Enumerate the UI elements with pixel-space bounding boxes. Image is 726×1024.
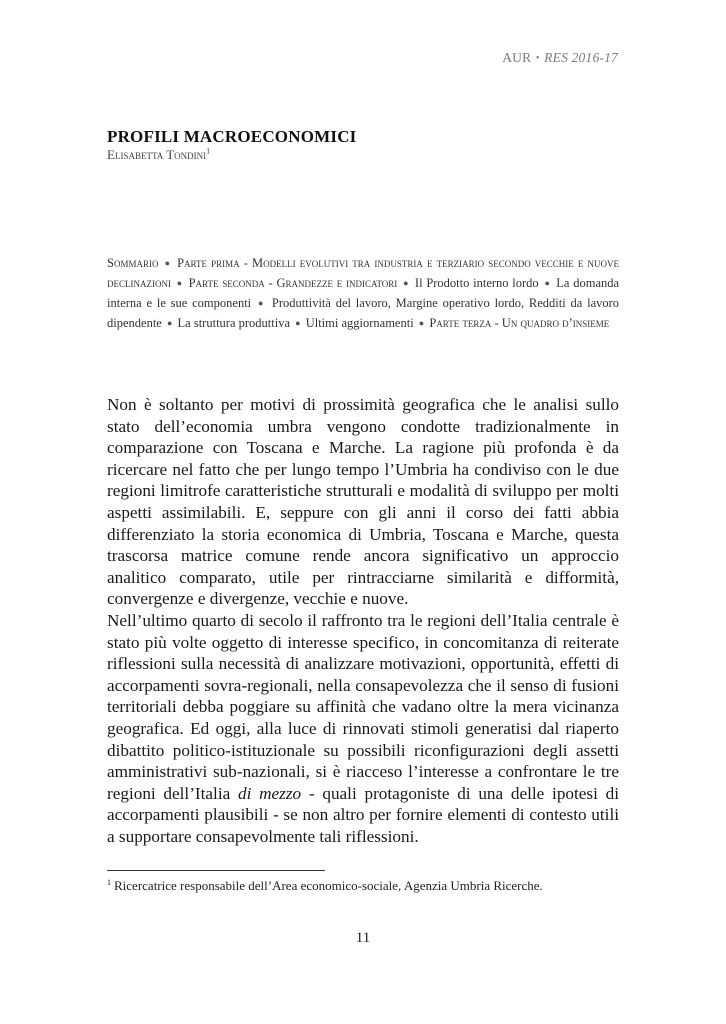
author-line: [107, 147, 210, 163]
summary-item: Parte prima - Modelli evolutivi tra industria e terziario secondo vecchie e nuove declinazioni: [107, 256, 620, 290]
bullet-icon: ●: [403, 278, 410, 288]
bullet-icon: ●: [176, 278, 183, 288]
summary-item: La domanda interna e le sue componenti: [107, 276, 620, 310]
summary-item: Parte terza - Un quadro d’insieme: [429, 316, 610, 330]
paragraph-1: Non è soltanto per motivi di prossimità geografica che le analisi sullo stato dell’economia umbra vengono condotte tradizionalmente in comparazione con Toscana e Marche. La ragione più profonda è da ricercare nel fatto che per lungo tempo l’Umbria ha condiviso con le due regioni limitrofe caratteristiche strutturali e modalità di sviluppo per molti aspetti assimilabili. E, seppure con gli anni il corso dei fatti abbia differenziato la storia economica di Umbria, Toscana e Marche, questa trascorsa matrice comune rende ancora significativo un approccio analitico comparato, utile per rintracciarne similarità e difformità, convergenze e divergenze, vecchie e nuove.: [107, 395, 619, 609]
footnote-text: Ricercatrice responsabile dell’Area economico-sociale, Agenzia Umbria Ricerche.: [114, 878, 543, 893]
header-publication: RES 2016-17: [544, 50, 618, 65]
summary-item: La struttura produttiva: [177, 316, 291, 330]
header-separator: •: [535, 53, 540, 64]
bullet-icon: ●: [257, 298, 266, 308]
bullet-icon: ●: [295, 318, 301, 328]
bullet-icon: ●: [544, 278, 551, 288]
header-org: AUR: [502, 50, 532, 65]
bullet-icon: ●: [166, 318, 173, 328]
paragraph-2: [107, 610, 619, 848]
paragraph-2-text-end: - quali protagoniste di una delle ipotesi di accorpamenti plausibili - se non altro per fornire elementi di contesto utili a supportare consapevolmente tali riflessioni.: [107, 783, 619, 846]
footnote-divider: [107, 870, 325, 871]
bullet-icon: ●: [418, 318, 425, 328]
summary-item: Parte seconda - Grandezze e indicatori: [188, 276, 398, 290]
table-of-contents-summary: [107, 254, 619, 334]
summary-item: Produttività del lavoro, Margine operativo lordo, Redditi da lavoro dipendente: [107, 296, 620, 330]
page-number: 11: [355, 930, 371, 946]
body-text: [107, 394, 619, 847]
emphasis-di-mezzo: di mezzo: [238, 783, 302, 803]
footnote: [107, 878, 543, 894]
footnote-marker: 1: [107, 877, 111, 887]
summary-item: Ultimi aggiornamenti: [305, 316, 414, 330]
chapter-title: PROFILI MACROECONOMICI: [107, 127, 357, 146]
bullet-icon: ●: [164, 258, 171, 268]
summary-item: Il Prodotto interno lordo: [414, 276, 539, 290]
paragraph-2-text: Nell’ultimo quarto di secolo il raffronto tra le regioni dell’Italia centrale è stato più volte oggetto di interesse specifico, in concomitanza di reiterate riflessioni sulla necessità di analizzare motivazioni, opportunità, effetti di accorpamenti sovra-regionali, nella consapevolezza che il senso di fusioni territoriali debba poggiare su affinità che vadano oltre la mera vicinanza geografica. Ed oggi, alla luce di rinnovati stimoli generatisi dal riaperto dibattito politico-istituzionale su possibili riconfigurazioni degli assetti amministrativi sub-nazionali, si è riacceso l’interesse a confrontare le tre regioni dell’Italia: [107, 610, 619, 803]
summary-label: Sommario: [107, 256, 159, 270]
running-header: [502, 50, 618, 66]
author-footnote-marker: 1: [206, 146, 211, 156]
author-name: Elisabetta Tondini: [107, 147, 207, 162]
